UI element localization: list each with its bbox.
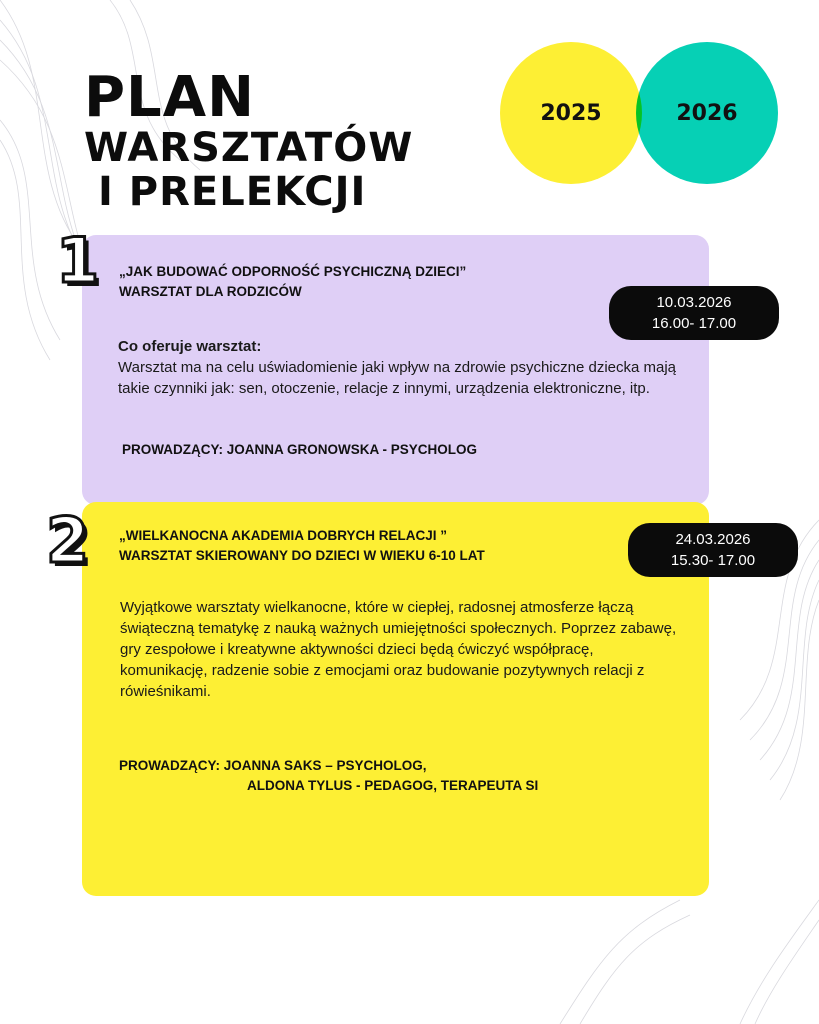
year-end-label: 2026 xyxy=(676,100,738,126)
event-2-host-line-2: ALDONA TYLUS - PEDAGOG, TERAPEUTA SI xyxy=(247,778,539,793)
event-1-time: 16.00- 17.00 xyxy=(651,315,737,332)
event-2-time: 15.30- 17.00 xyxy=(670,552,756,569)
event-1-title: „JAK BUDOWAĆ ODPORNOŚĆ PSYCHICZNĄ DZIECI” xyxy=(119,264,467,279)
event-2-subtitle: WARSZTAT SKIEROWANY DO DZIECI W WIEKU 6-10 LAT xyxy=(119,548,485,563)
event-2-date-pill xyxy=(628,523,798,577)
page-title xyxy=(84,65,414,215)
event-2-host-line-1: PROWADZĄCY: JOANNA SAKS – PSYCHOLOG, xyxy=(119,758,427,773)
year-start-label: 2025 xyxy=(540,100,602,126)
event-2-date: 24.03.2026 xyxy=(675,531,751,548)
event-1-date-pill xyxy=(609,286,779,340)
event-2-host xyxy=(119,756,538,796)
event-1-subtitle: WARSZTAT DLA RODZICÓW xyxy=(119,284,302,299)
event-2-description-block xyxy=(120,597,680,702)
event-1-offer-label: Co oferuje warsztat: xyxy=(118,338,262,355)
event-1-host-line-1: PROWADZĄCY: JOANNA GRONOWSKA - PSYCHOLOG xyxy=(122,442,478,457)
year-start-badge xyxy=(500,42,642,184)
event-number-2: 2 xyxy=(46,504,90,577)
event-2-heading xyxy=(119,526,485,566)
year-end-badge xyxy=(636,42,778,184)
title-line-1: PLAN xyxy=(84,65,255,130)
event-1-description-block xyxy=(118,336,678,399)
event-2-title: „WIELKANOCNA AKADEMIA DOBRYCH RELACJI ” xyxy=(119,528,447,543)
event-1-description: Warsztat ma na celu uświadomienie jaki wpływ na zdrowie psychiczne dziecka mają takie czynniki jak: sen, otoczenie, relacje z innymi, urządzenia elektroniczne, itp. xyxy=(118,359,677,397)
event-1-host xyxy=(122,440,477,460)
event-number-1: 1 xyxy=(56,224,100,297)
title-line-3: I PRELEKCJI xyxy=(98,169,367,215)
event-1-date: 10.03.2026 xyxy=(656,294,732,311)
event-2-description: Wyjątkowe warsztaty wielkanocne, które w ciepłej, radosnej atmosferze łączą świąteczną tematykę z nauką ważnych umiejętności społecznych. Poprzez zabawę, gry zespołowe i kreatywne aktywności dzieci będą ćwiczyć współpracę, komunikację, radzenie sobie z emocjami oraz budowanie pozytywnych relacji z rówieśnikami. xyxy=(120,599,677,700)
event-1-heading xyxy=(119,262,466,302)
title-line-2: WARSZTATÓW xyxy=(84,125,414,171)
